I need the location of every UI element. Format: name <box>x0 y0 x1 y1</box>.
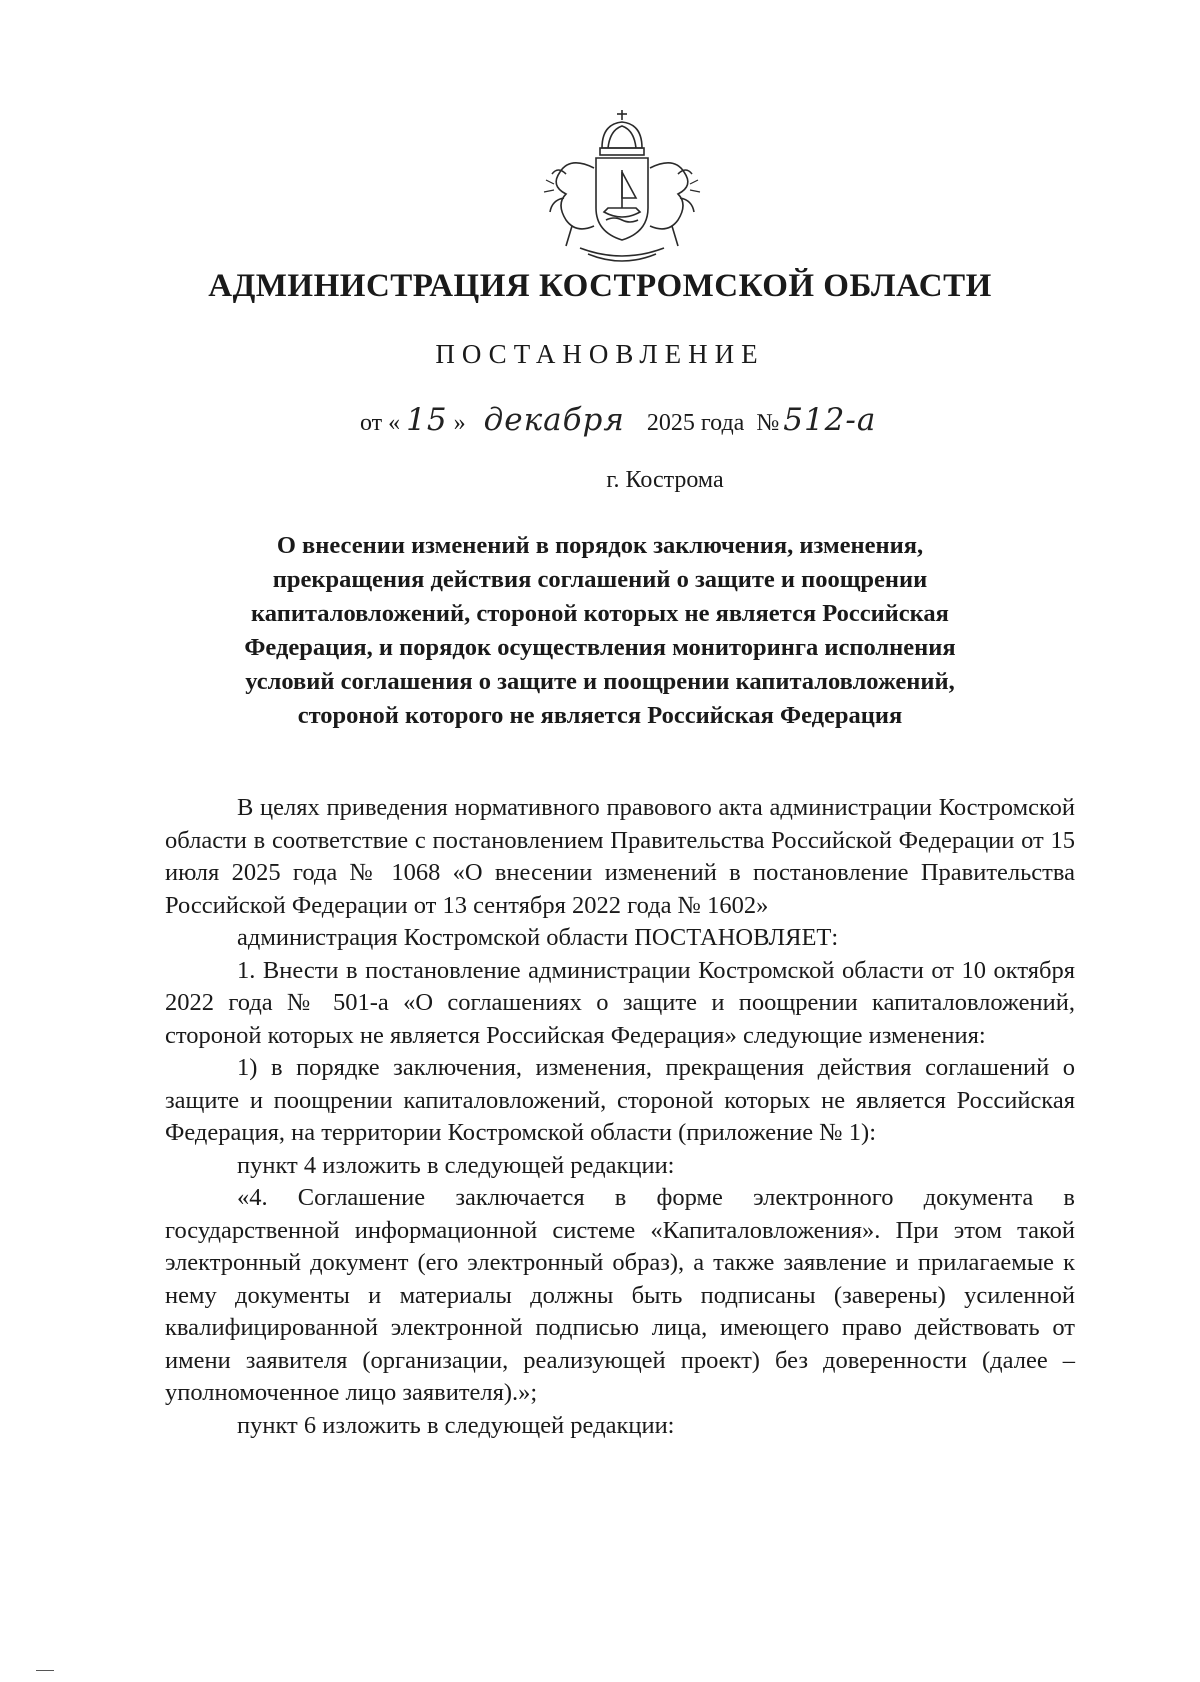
paragraph: администрация Костромской области ПОСТАНОВЛЯЕТ: <box>237 924 839 951</box>
paragraph: 1) в порядке заключения, изменения, прекращения действия соглашений о защите и поощрении капиталовложений, стороной которых не является Российская Федерация, на территории Костромской области (приложение № 1): <box>165 1054 1075 1146</box>
coat-of-arms-emblem <box>536 108 708 268</box>
paragraph: В целях приведения нормативного правового акта администрации Костромской области в соответствие с постановлением Правительства Российской Федерации от 15 июля 2025 года № 1068 «О внесении изменений в постановление Правительства Российской Федерации от 13 сентября 2022 года № 1602» <box>165 794 1075 919</box>
scan-artifact <box>36 1670 54 1671</box>
city-line: г. Кострома <box>606 467 724 493</box>
paragraph: пункт 6 изложить в следующей редакции: <box>237 1411 675 1439</box>
handwritten-number: 512-а <box>783 402 877 438</box>
number-sign: № <box>756 410 780 436</box>
organization-title: АДМИНИСТРАЦИЯ КОСТРОМСКОЙ ОБЛАСТИ <box>208 268 992 304</box>
date-prefix: от « <box>360 410 401 436</box>
document-type: ПОСТАНОВЛЕНИЕ <box>435 339 765 369</box>
handwritten-month: декабря <box>483 402 625 438</box>
document-date-number <box>360 402 876 438</box>
date-quote-close: » <box>453 410 466 436</box>
document-subject: О внесении изменений в порядок заключения, изменения, прекращения действия соглашений о защите и поощрении капиталовложений, стороной которых не является Российская Федерация, и порядок осуществления мониторинга исполнения условий соглашения о защите и поощрении капиталовложений, стороной которого не является Российская Федерация <box>244 532 956 729</box>
paragraph: пункт 4 изложить в следующей редакции: <box>237 1151 675 1179</box>
date-year: 2025 года <box>646 410 745 436</box>
paragraph: «4. Соглашение заключается в форме электронного документа в государственной информационной системе «Капиталовложения». При этом такой электронный документ (его электронный образ), а также заявление и прилагаемые к нему документы и материалы должны быть подписаны (заверены) усиленной квалифицированной электронной подписью лица, имеющего право действовать от имени заявителя (организации, реализующей проект) без доверенности (далее – уполномоченное лицо заявителя).»; <box>165 1184 1075 1406</box>
paragraph: 1. Внести в постановление администрации Костромской области от 10 октября 2022 года № 501-а «О соглашениях о защите и поощрении капиталовложений, стороной которых не является Российская Федерация» следующие изменения: <box>165 956 1075 1049</box>
handwritten-day: 15 <box>406 402 448 438</box>
document-body <box>165 792 1075 1442</box>
